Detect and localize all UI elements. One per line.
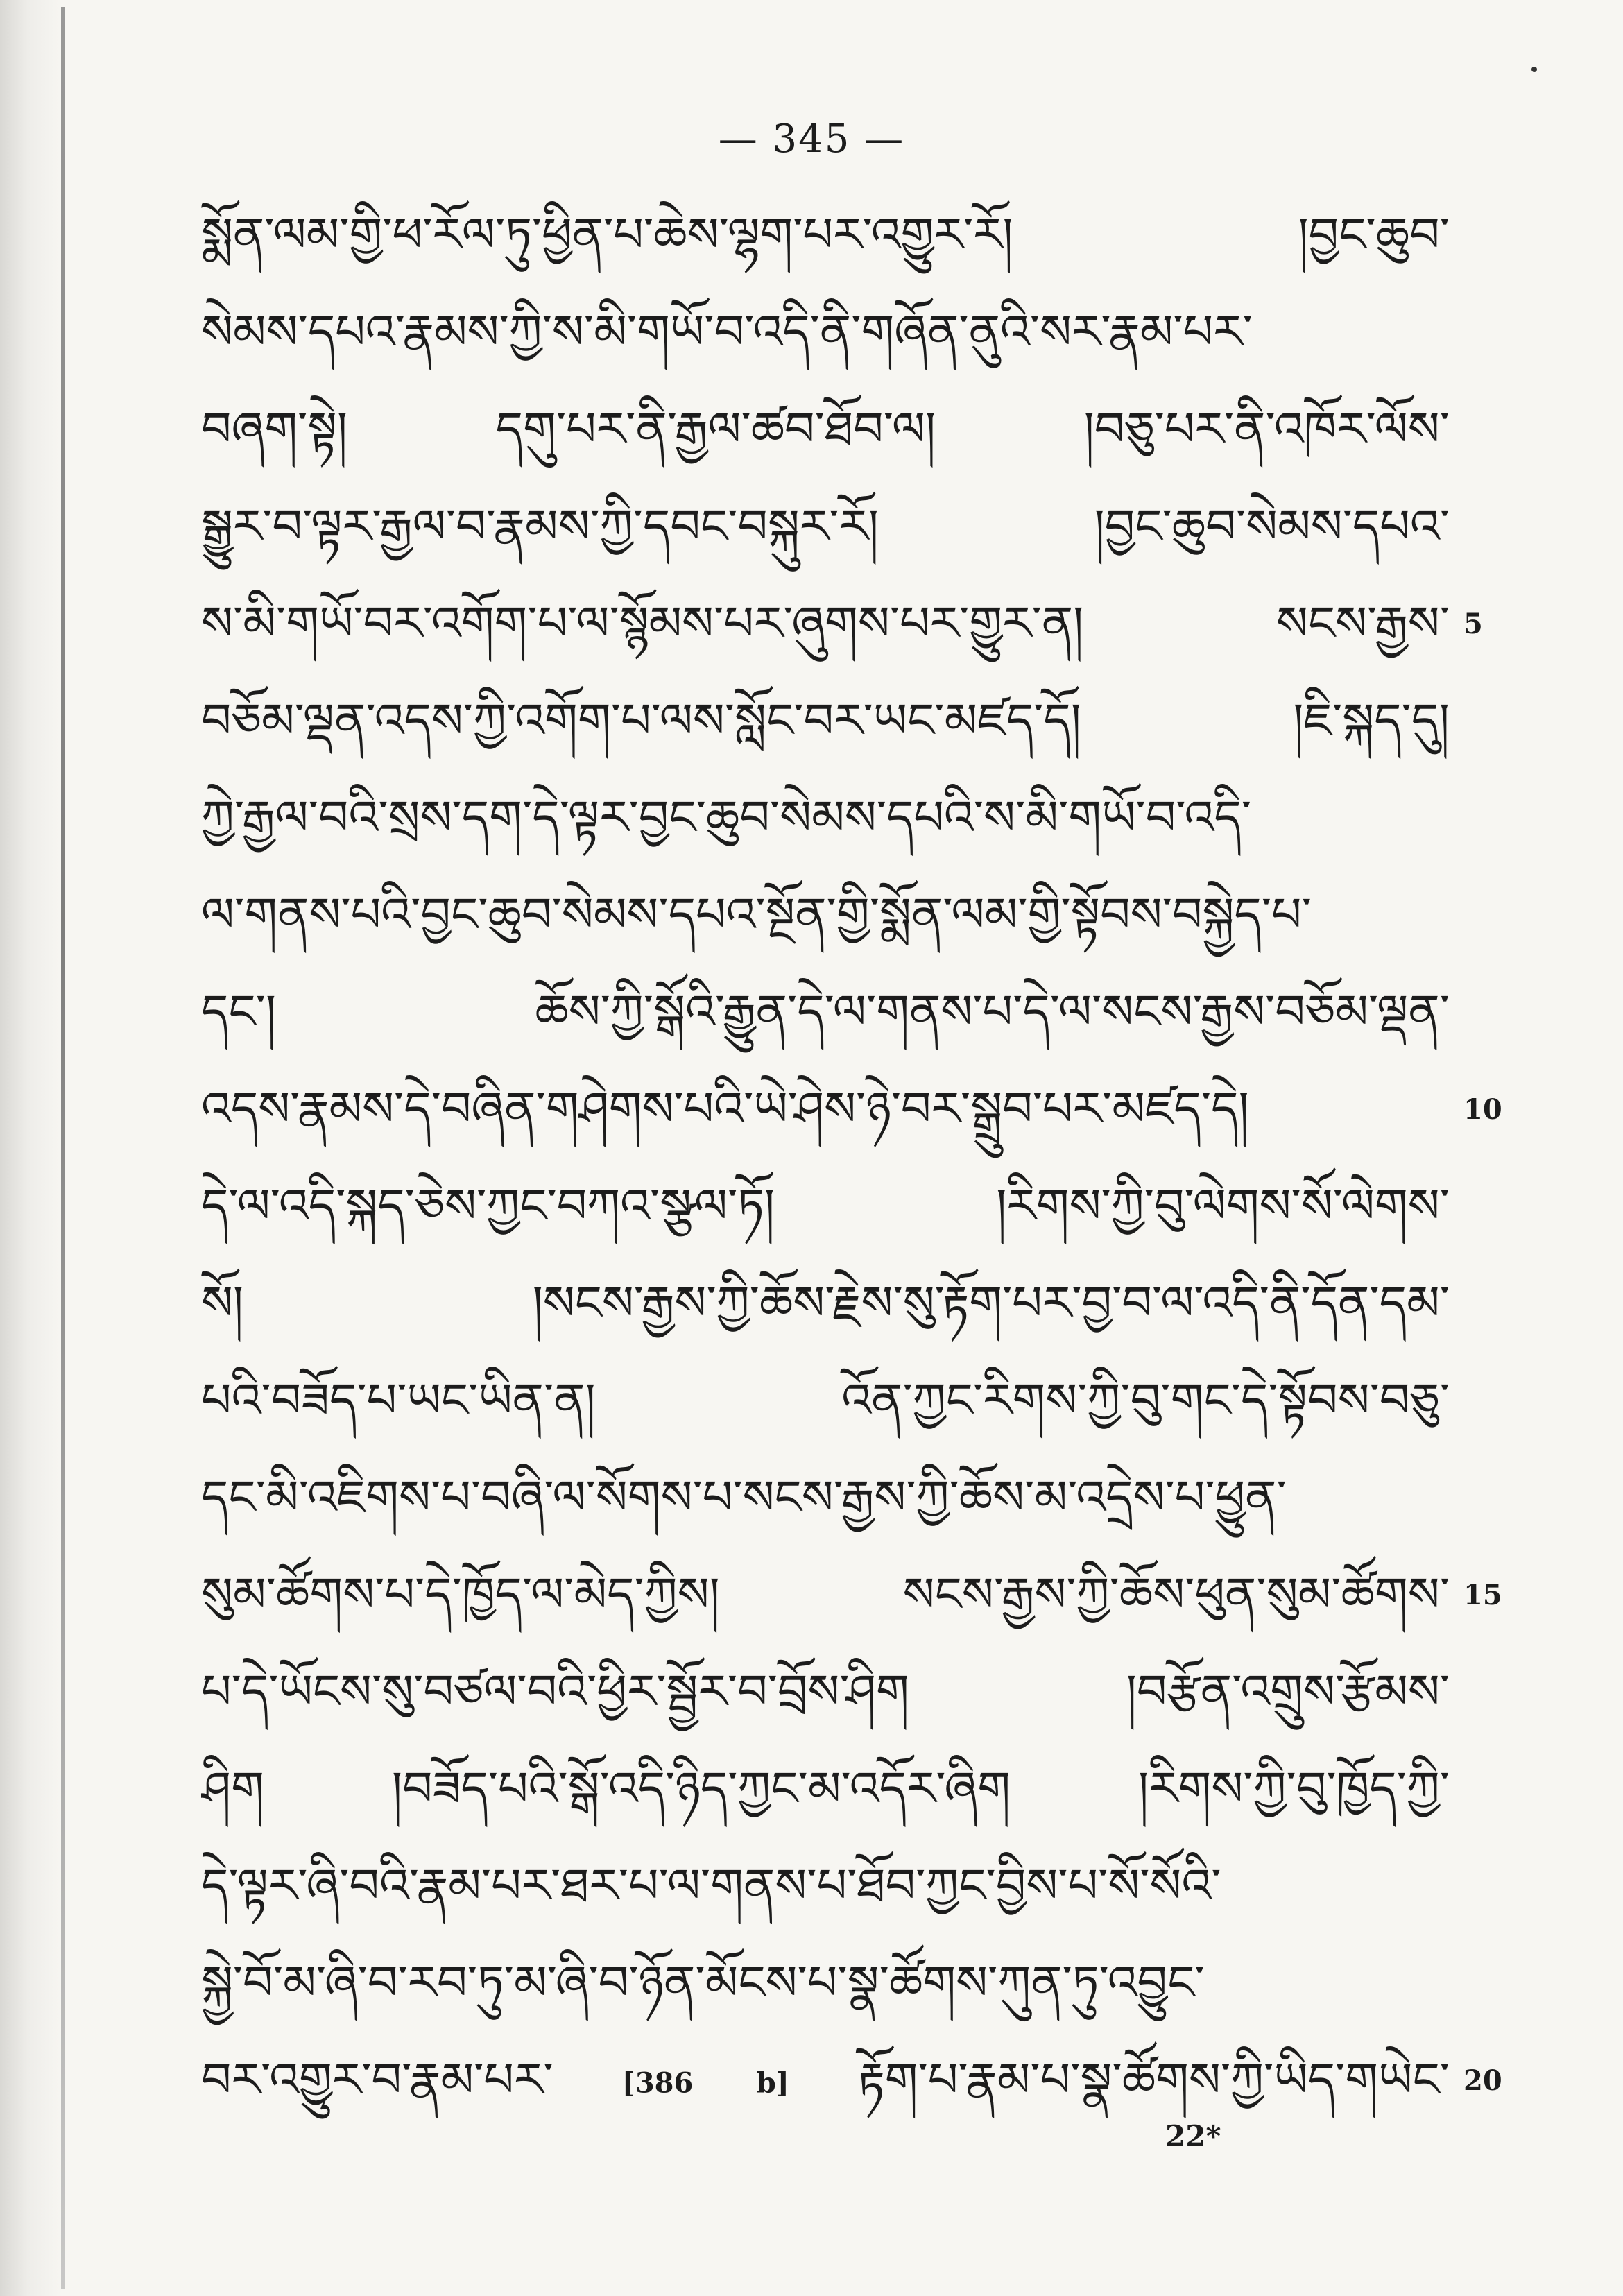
text-line-20-part-b: རྟོག་པ་རྣམ་པ་སྣ་ཚོགས་ཀྱི་ཡིད་གཡེང་	[858, 2053, 1450, 2108]
text-line-14: དང་མི་འཇིགས་པ་བཞི་ལ་སོགས་པ་སངས་རྒྱས་ཀྱི་ཆོས་མ་འདྲེས་པ་ཕྱུན་	[201, 1471, 1287, 1525]
text-line-16: པ་དེ་ཡོངས་སུ་བཙལ་བའི་ཕྱིར་སྦྱོར་བ་བྲོས་ཤིག །བརྩོན་འགྲུས་རྩོམས་	[201, 1665, 1450, 1720]
text-line-3: བཞག་སྟེ། དགུ་པར་ནི་རྒྱལ་ཚབ་ཐོབ་ལ། །བཅུ་པར་ནི་འཁོར་ལོས་	[201, 402, 1450, 457]
line-number-5: 5	[1463, 608, 1483, 640]
text-line-20	[201, 2032, 1450, 2130]
text-line-17: ཤིག །བཟོད་པའི་སྒོ་འདི་ཉིད་ཀྱང་མ་འདོར་ཞིག །རིགས་ཀྱི་བུ་ཁྱོད་ཀྱི་	[201, 1762, 1450, 1817]
text-line-5: ས་མི་གཡོ་བར་འགོག་པ་ལ་སྙོམས་པར་ཞུགས་པར་གྱུར་ན། སངས་རྒྱས་	[201, 597, 1450, 651]
text-line-9: དང་། ཆོས་ཀྱི་སྒོའི་རྒྱུན་དེ་ལ་གནས་པ་དེ་ལ་སངས་རྒྱས་བཅོམ་ལྡན་	[201, 985, 1450, 1040]
text-line-10: འདས་རྣམས་དེ་བཞིན་གཤེགས་པའི་ཡེ་ཤེས་ཉེ་བར་སྒྲུབ་པར་མཛད་དེ།	[201, 1082, 1249, 1137]
text-line-2: སེམས་དཔའ་རྣམས་ཀྱི་ས་མི་གཡོ་བ་འདི་ནི་གཞོན་ནུའི་སར་རྣམ་པར་	[201, 305, 1253, 360]
line-number-10: 10	[1463, 1093, 1502, 1126]
text-line-8: ལ་གནས་པའི་བྱང་ཆུབ་སེམས་དཔའ་སྔོན་གྱི་སྨོན་ལམ་གྱི་སྟོབས་བསྐྱེད་པ་	[201, 888, 1312, 943]
text-line-4: སྒྱུར་བ་ལྟར་རྒྱལ་བ་རྣམས་ཀྱི་དབང་བསྐུར་རོ། །བྱང་ཆུབ་སེམས་དཔའ་	[201, 499, 1450, 554]
page-number: — 345 —	[718, 117, 905, 162]
page-spine-shadow	[0, 0, 90, 2296]
binding-edge-line	[61, 7, 65, 2289]
line-number-20: 20	[1463, 2064, 1502, 2097]
text-line-20-part-a: བར་འགྱུར་བ་རྣམ་པར་	[201, 2053, 553, 2108]
text-line-15: སུམ་ཚོགས་པ་དེ་ཁྱོད་ལ་མེད་ཀྱིས། སངས་རྒྱས་ཀྱི་ཆོས་ཕུན་སུམ་ཚོགས་	[201, 1568, 1450, 1622]
text-line-19: སྐྱེ་བོ་མ་ཞི་བ་རབ་ཏུ་མ་ཞི་བ་ཉོན་མོངས་པ་སྣ་ཚོགས་ཀུན་ཏུ་འབྱུང་	[201, 1956, 1205, 2011]
printer-signature-mark: 22*	[1165, 2119, 1221, 2153]
line-number-15: 15	[1463, 1579, 1502, 1611]
text-line-11: དེ་ལ་འདི་སྐད་ཅེས་ཀྱང་བཀའ་སྩལ་ཏོ། །རིགས་ཀྱི་བུ་ལེགས་སོ་ལེགས་	[201, 1179, 1450, 1234]
text-line-12: སོ། །སངས་རྒྱས་ཀྱི་ཆོས་རྗེས་སུ་རྟོག་པར་བྱ་བ་ལ་འདི་ནི་དོན་དམ་	[201, 1276, 1450, 1331]
text-line-1: སྨོན་ལམ་གྱི་ཕ་རོལ་ཏུ་ཕྱིན་པ་ཆེས་ལྷག་པར་འགྱུར་རོ། །བྱང་ཆུབ་	[201, 208, 1450, 263]
text-line-13: པའི་བཟོད་པ་ཡང་ཡིན་ན། འོན་ཀྱང་རིགས་ཀྱི་བུ་གང་དེ་སྟོབས་བཅུ་	[201, 1373, 1450, 1428]
text-line-7: ཀྱེ་རྒྱལ་བའི་སྲས་དག་དེ་ལྟར་བྱང་ཆུབ་སེམས་དཔའི་ས་མི་གཡོ་བ་འདི་	[201, 791, 1252, 846]
ink-dot	[1531, 67, 1537, 72]
text-line-18: དེ་ལྟར་ཞི་བའི་རྣམ་པར་ཐར་པ་ལ་གནས་པ་ཐོབ་ཀྱང་བྱིས་པ་སོ་སོའི་	[201, 1859, 1221, 1914]
text-line-6: བཅོམ་ལྡན་འདས་ཀྱི་འགོག་པ་ལས་སློང་བར་ཡང་མཛད་དོ། །ཇི་སྐད་དུ།	[201, 694, 1450, 748]
tibetan-text-block	[201, 187, 1450, 2130]
folio-reference: [386 b]	[621, 2066, 789, 2100]
